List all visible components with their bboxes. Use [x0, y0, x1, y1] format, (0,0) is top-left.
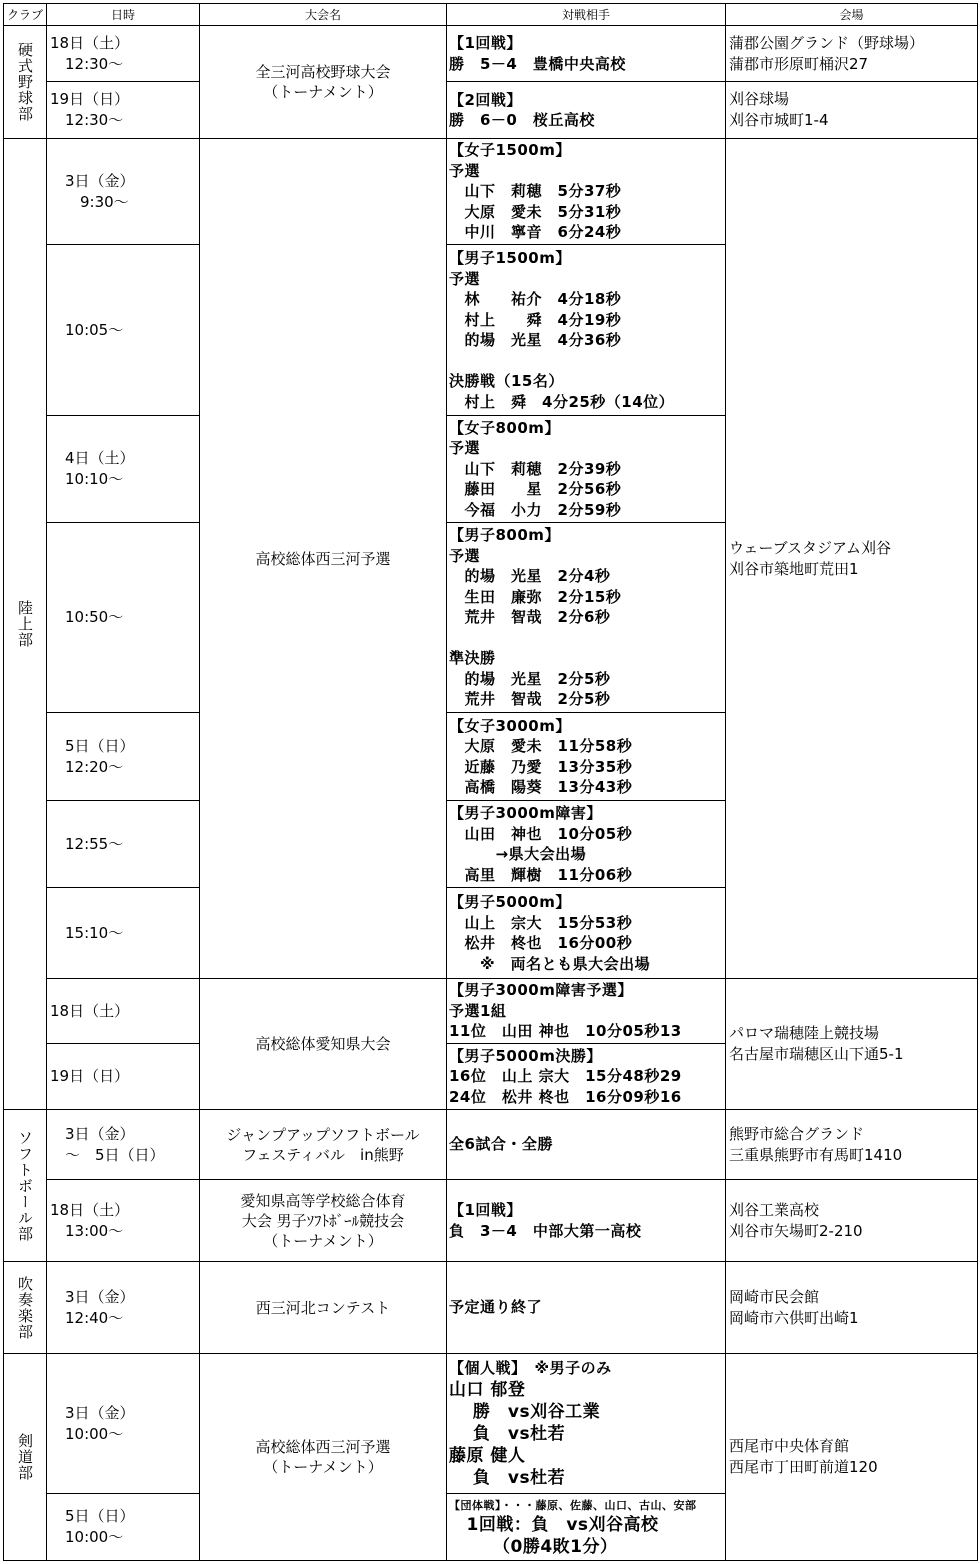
- result-line: 荒井 智哉 2分6秒: [449, 608, 611, 627]
- result-line: 予定通り終了: [449, 1298, 543, 1317]
- result-line: 【女子3000m】: [449, 716, 571, 735]
- result-line: ※ 両名とも県大会出場: [449, 954, 651, 973]
- cell-line: 蒲郡市形原町桶沢27: [729, 54, 869, 73]
- club-athletics: 陸上部: [4, 139, 47, 1110]
- result-line: 今福 小力 2分59秒: [449, 500, 622, 519]
- result-line: 山下 莉穂 2分39秒: [449, 459, 622, 478]
- result-line: 的場 光星 4分36秒: [449, 331, 622, 349]
- header-row: [4, 4, 978, 26]
- cell-line: パロマ瑞穂陸上競技場: [729, 1024, 880, 1042]
- result-line: 【女子1500m】: [449, 141, 571, 160]
- cell-line: 高校総体西三河予選: [255, 1438, 391, 1456]
- result-line: 【女子800m】: [449, 418, 560, 437]
- cell-line: 三重県熊野市有馬町1410: [729, 1145, 903, 1164]
- result-line: 山下 莉穂 5分37秒: [449, 182, 622, 201]
- cell-line: 熊野市総合グランド: [729, 1124, 865, 1143]
- result-cell: [447, 713, 726, 801]
- cell-line: ウェーブスタジアム刈谷: [729, 538, 892, 557]
- datetime-cell: [47, 26, 200, 82]
- header-venue: 会場: [726, 4, 978, 26]
- result-line: 松井 柊也 16分00秒: [449, 934, 633, 952]
- venue-cell: [726, 139, 978, 979]
- datetime-line: 15:10～: [50, 923, 124, 942]
- result-line: 村上 舜 4分25秒（14位）: [449, 392, 675, 411]
- cell-line: 西三河北コンテスト: [255, 1298, 391, 1317]
- result-line: 24位 松井 柊也 16分09秒16: [449, 1087, 682, 1106]
- result-cell: [447, 1354, 726, 1494]
- result-line: 全6試合・全勝: [449, 1135, 553, 1154]
- result-cell: [447, 1044, 726, 1110]
- table-row: [4, 979, 978, 1044]
- result-line: 【男子1500m】: [449, 249, 571, 267]
- result-line: 【男子3000m障害】: [449, 804, 602, 822]
- cell-line: 刈谷球場: [729, 90, 790, 108]
- result-line: 決勝戦（15名）: [449, 372, 564, 390]
- datetime-line: 10:10～: [50, 470, 124, 488]
- cell-line: 大会 男子ｿﾌﾄﾎﾞｰﾙ競技会: [241, 1211, 405, 1230]
- cell-line: ジャンプアップソフトボール: [226, 1125, 420, 1144]
- result-line: 【団体戦】・・・藤原、佐藤、山口、古山、安部: [449, 1498, 697, 1512]
- datetime-line: 3日（金）: [50, 1124, 135, 1143]
- tournament-cell: [200, 26, 447, 139]
- datetime-line: 12:30～: [50, 54, 124, 73]
- cell-line: （トーナメント）: [263, 1458, 383, 1476]
- datetime-line: 10:05～: [50, 320, 124, 339]
- result-cell: [447, 523, 726, 713]
- result-line: 勝 5－4 豊橋中央高校: [449, 54, 626, 73]
- result-line: 【男子3000m障害予選】: [449, 981, 633, 1000]
- tournament-cell: [200, 979, 447, 1110]
- cell-line: 岡崎市六供町出崎1: [729, 1308, 859, 1327]
- venue-cell: [726, 1262, 978, 1354]
- datetime-cell: [47, 82, 200, 139]
- datetime-line: 3日（金）: [50, 171, 135, 190]
- venue-cell: [726, 1180, 978, 1262]
- cell-line: 西尾市中央体育館: [729, 1437, 850, 1455]
- datetime-line: 5日（日）: [50, 736, 135, 755]
- result-line: 藤原 健人: [449, 1445, 526, 1466]
- datetime-cell: [47, 139, 200, 245]
- result-line: 勝 vs刈谷工業: [449, 1401, 601, 1422]
- result-line: 【男子5000m】: [449, 893, 571, 911]
- datetime-line: 13:00～: [50, 1221, 124, 1240]
- datetime-cell: [47, 888, 200, 979]
- result-cell: [447, 139, 726, 245]
- datetime-line: 5日（日）: [50, 1507, 135, 1525]
- datetime-cell: [47, 1262, 200, 1354]
- result-line: 山田 神也 10分05秒: [449, 824, 633, 843]
- result-line: 準決勝: [449, 649, 496, 668]
- club-softball: ソフトボール部: [4, 1110, 47, 1262]
- result-line: 近藤 乃愛 13分35秒: [449, 757, 633, 776]
- result-line: 11位 山田 神也 10分05秒13: [449, 1022, 682, 1041]
- datetime-cell: [47, 1494, 200, 1561]
- result-line: 【1回戦】: [449, 34, 522, 52]
- result-line: 勝 6－0 桜丘高校: [449, 111, 595, 129]
- venue-cell: [726, 1110, 978, 1180]
- header-club: クラブ: [4, 4, 47, 26]
- result-cell: [447, 801, 726, 888]
- datetime-cell: [47, 713, 200, 801]
- venue-cell: [726, 979, 978, 1110]
- result-cell: [447, 1180, 726, 1262]
- cell-line: 高校総体西三河予選: [255, 549, 391, 568]
- result-line: 1回戦：負 vs刈谷高校: [449, 1514, 659, 1535]
- header-tournament: 大会名: [200, 4, 447, 26]
- cell-line: 刈谷工業高校: [729, 1200, 820, 1219]
- tournament-cell: [200, 1110, 447, 1180]
- datetime-cell: [47, 1354, 200, 1494]
- tournament-cell: [200, 1262, 447, 1354]
- result-line: 予選: [449, 439, 481, 458]
- datetime-cell: [47, 1180, 200, 1262]
- result-cell: [447, 1494, 726, 1561]
- datetime-line: ～ 5日（日）: [50, 1145, 165, 1164]
- datetime-cell: [47, 801, 200, 888]
- result-line: 荒井 智哉 2分5秒: [449, 690, 611, 709]
- datetime-line: 18日（土）: [50, 33, 130, 52]
- result-line: （0勝4敗1分）: [449, 1536, 618, 1557]
- result-line: 生田 廉弥 2分15秒: [449, 587, 622, 606]
- datetime-line: 10:50～: [50, 608, 124, 626]
- cell-line: 愛知県高等学校総合体育: [240, 1191, 406, 1210]
- datetime-line: 18日（土）: [50, 1200, 130, 1219]
- table-row: [4, 26, 978, 82]
- header-opponent: 対戦相手: [447, 4, 726, 26]
- datetime-line: 3日（金）: [50, 1403, 135, 1422]
- result-line: 山口 郁登: [449, 1379, 526, 1400]
- datetime-cell: [47, 979, 200, 1044]
- venue-cell: [726, 26, 978, 82]
- result-cell: [447, 245, 726, 416]
- result-line: 高里 輝樹 11分06秒: [449, 865, 633, 884]
- table-row: [4, 1110, 978, 1180]
- result-line: 高橋 陽葵 13分43秒: [449, 778, 633, 796]
- club-band: 吹奏楽部: [4, 1262, 47, 1354]
- cell-line: 高校総体愛知県大会: [255, 1035, 391, 1053]
- datetime-line: 12:55～: [50, 834, 124, 853]
- datetime-line: 3日（金）: [50, 1287, 135, 1306]
- datetime-line: 18日（土）: [50, 1001, 130, 1020]
- cell-line: （トーナメント）: [263, 83, 383, 101]
- result-line: 【男子5000m決勝】: [449, 1046, 602, 1065]
- cell-line: 蒲郡公園グランド（野球場）: [729, 33, 925, 52]
- result-cell: [447, 1110, 726, 1180]
- datetime-line: 4日（土）: [50, 449, 135, 467]
- cell-line: 全三河高校野球大会: [255, 63, 391, 81]
- result-line: [449, 628, 725, 649]
- table-row: [4, 1180, 978, 1262]
- tournament-cell: [200, 1354, 447, 1561]
- result-line: 負 vs杜若: [449, 1423, 566, 1444]
- cell-line: 刈谷市矢場町2-210: [729, 1221, 863, 1240]
- datetime-cell: [47, 1044, 200, 1110]
- result-line: 予選: [449, 161, 481, 180]
- table-row: [4, 139, 978, 245]
- table-row: [4, 1354, 978, 1494]
- result-line: 大原 愛未 5分31秒: [449, 202, 622, 221]
- result-cell: [447, 979, 726, 1044]
- datetime-line: 19日（日）: [50, 90, 130, 108]
- club-kendo: 剣道部: [4, 1354, 47, 1561]
- cell-line: フェスティバル in熊野: [242, 1145, 404, 1164]
- result-line: 山上 宗大 15分53秒: [449, 913, 633, 932]
- datetime-line: 10:00～: [50, 1424, 124, 1443]
- result-line: 16位 山上 宗大 15分48秒29: [449, 1067, 682, 1086]
- datetime-line: 9:30～: [50, 192, 129, 211]
- result-line: 【男子800m】: [449, 526, 560, 545]
- result-line: 予選: [449, 546, 481, 565]
- result-cell: [447, 82, 726, 139]
- tournament-cell: [200, 139, 447, 979]
- datetime-line: 12:40～: [50, 1308, 124, 1327]
- result-line: 負 3－4 中部大第一高校: [449, 1221, 642, 1240]
- datetime-line: 12:30～: [50, 111, 124, 129]
- result-line: 【1回戦】: [449, 1201, 522, 1219]
- cell-line: 刈谷市城町1-4: [729, 111, 829, 129]
- result-line: 負 vs杜若: [449, 1467, 566, 1488]
- results-table: [3, 3, 978, 1561]
- result-line: 村上 舜 4分19秒: [449, 310, 622, 329]
- result-line: [449, 351, 725, 372]
- result-line: 大原 愛未 11分58秒: [449, 737, 633, 755]
- datetime-cell: [47, 523, 200, 713]
- table-row: [4, 1262, 978, 1354]
- tournament-cell: [200, 1180, 447, 1262]
- result-line: 予選1組: [449, 1001, 507, 1020]
- club-baseball: 硬式野球部: [4, 26, 47, 139]
- table-row: [4, 82, 978, 139]
- cell-line: 刈谷市築地町荒田1: [729, 559, 859, 578]
- cell-line: 西尾市丁田町前道120: [729, 1458, 878, 1476]
- result-line: 林 祐介 4分18秒: [449, 290, 622, 308]
- result-line: 中川 寧音 6分24秒: [449, 223, 622, 242]
- datetime-line: 12:20～: [50, 757, 124, 776]
- result-cell: [447, 416, 726, 523]
- result-line: 的場 光星 2分4秒: [449, 567, 611, 586]
- cell-line: （トーナメント）: [263, 1231, 383, 1250]
- datetime-line: 19日（日）: [50, 1067, 130, 1085]
- datetime-line: 10:00～: [50, 1528, 124, 1546]
- result-line: 【個人戦】 ※男子のみ: [449, 1359, 612, 1378]
- datetime-cell: [47, 1110, 200, 1180]
- cell-line: 岡崎市民会館: [729, 1287, 820, 1306]
- venue-cell: [726, 1354, 978, 1561]
- result-line: 【2回戦】: [449, 90, 522, 109]
- header-datetime: 日時: [47, 4, 200, 26]
- result-line: 的場 光星 2分5秒: [449, 669, 611, 688]
- result-cell: [447, 26, 726, 82]
- result-line: 予選: [449, 269, 481, 288]
- result-cell: [447, 888, 726, 979]
- datetime-cell: [47, 416, 200, 523]
- datetime-cell: [47, 245, 200, 416]
- result-line: 藤田 星 2分56秒: [449, 480, 622, 499]
- result-line: →県大会出場: [449, 845, 587, 863]
- result-cell: [447, 1262, 726, 1354]
- venue-cell: [726, 82, 978, 139]
- cell-line: 名古屋市瑞穂区山下通5-1: [729, 1045, 904, 1063]
